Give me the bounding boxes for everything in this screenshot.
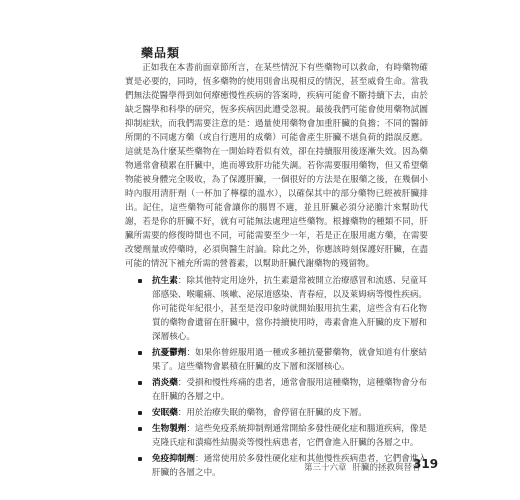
list-item-term: 消炎藥 — [152, 378, 178, 388]
footer-chapter: 第三十六章 — [304, 463, 347, 473]
bullet-icon — [138, 351, 142, 355]
body-paragraph-text: 正如我在本書前面章節所言，在某些情況下有些藥物可以救命，有時藥物確實是必要的，同時，恆多藥物的使用則會出現相反的情況，甚至威脅生命。當我們無法從醫學得到如何療癒慢性疾病的答案時，疾病可能會不斷持續下去，由於缺乏醫學和科學的研究，恆多疾病因此遭受忽視。最後我們可能會使用藥物試圖抑制症狀，而我們需要注意的是：過量使用藥物會加重肝臟的負擔；不同的醫師所開的不同處方藥（或自行選用的成藥）可能會產生肝臟不堪負荷的錯誤反應。這就是為什麼某些藥物在一開始時看似有效，卻在持續服用後逐漸失效。因為藥物通常會積累在肝臟中，進而導致肝功能失調。若你需要服用藥物，但又希望藥物能被身體完全吸收，為了保護肝臟，一個很好的方法是在服藥之後，在幾個小時內服用清肝劑（一杯加了檸檬的溫水），以確保其中的部分藥物已經被肝臟排出。記住，這些藥物可能會讓你的腸胃不適，並且肝臟必須分泌膽汁來幫助代謝，若是你的肝臟不好，就有可能無法處理這些藥物。根據藥物的種類不同，肝臟所需要的修復時間也不同，可能需要至少一年，若是正在服用處方藥，在需要改變劑量或停藥時，必須與醫生討論。除此之外，你應該時刻保護好肝臟，在盡可能的情況下補充所需的營養素，以幫助肝臟代謝藥物的殘留物。 — [125, 63, 428, 269]
body-paragraph — [125, 61, 428, 271]
list-item-text: ：受損和慢性疼痛的患者，通常會服用這種藥物，這種藥物會分布在肝臟的各層之中。 — [152, 378, 428, 402]
list-item — [137, 406, 429, 420]
list-item-text: ：這些免疫系統抑制劑通常開給多發性硬化症和腸道疾病，像是克隆氏症和潰瘍性結腸炎等慢性病患者，它們會進入肝臟的各層之中。 — [152, 424, 428, 448]
list-item — [137, 274, 429, 344]
list-item-text: ：用於治療失眠的藥物，會停留在肝臟的皮下層。 — [177, 408, 367, 418]
list-item-term: 安眠藥 — [152, 408, 178, 418]
list-item-text: ：如果你曾經服用過一種或多種抗憂鬱藥物，就會知道有什麼結果了。這些藥物會累積在肝臟的皮下層和深層核心。 — [152, 348, 428, 372]
bullet-icon — [138, 427, 142, 431]
bullet-icon — [138, 279, 142, 283]
footer-title: 肝臟的拯救與替者 — [352, 463, 421, 473]
list-item — [137, 422, 429, 450]
page-number: 319 — [413, 457, 439, 471]
list-item-term: 抗生素 — [152, 276, 178, 286]
bullet-icon — [138, 457, 142, 461]
running-footer — [304, 461, 421, 473]
list-item-text: ：除其他特定用途外，抗生素還常被開立治療感冒和流感、兒童耳部感染、喉嚨痛、咳嗽、泌尿道感染、青春痘，以及萊姆病等慢性疾病。你可能從年紀很小，甚至是沒印象時就開始服用抗生素，這些含有石化物質的藥物會遺留在肝臟中，當你持續使用時，毒素會進入肝臟的皮下層和深層核心。 — [152, 276, 428, 342]
drug-list — [137, 274, 429, 482]
list-item-term: 生物製劑 — [152, 424, 187, 434]
list-item-text: ：通常使用於多發性硬化症和其他慢性疾病患者，它們會進入肝臟的各層之中。 — [152, 454, 428, 478]
list-item-term: 免疫抑制劑 — [152, 454, 195, 464]
list-item-term: 抗憂鬱劑 — [152, 348, 187, 358]
list-item — [137, 346, 429, 374]
list-item — [137, 376, 429, 404]
bullet-icon — [138, 411, 142, 415]
bullet-icon — [138, 381, 142, 385]
section-heading: 藥品類 — [141, 46, 181, 60]
